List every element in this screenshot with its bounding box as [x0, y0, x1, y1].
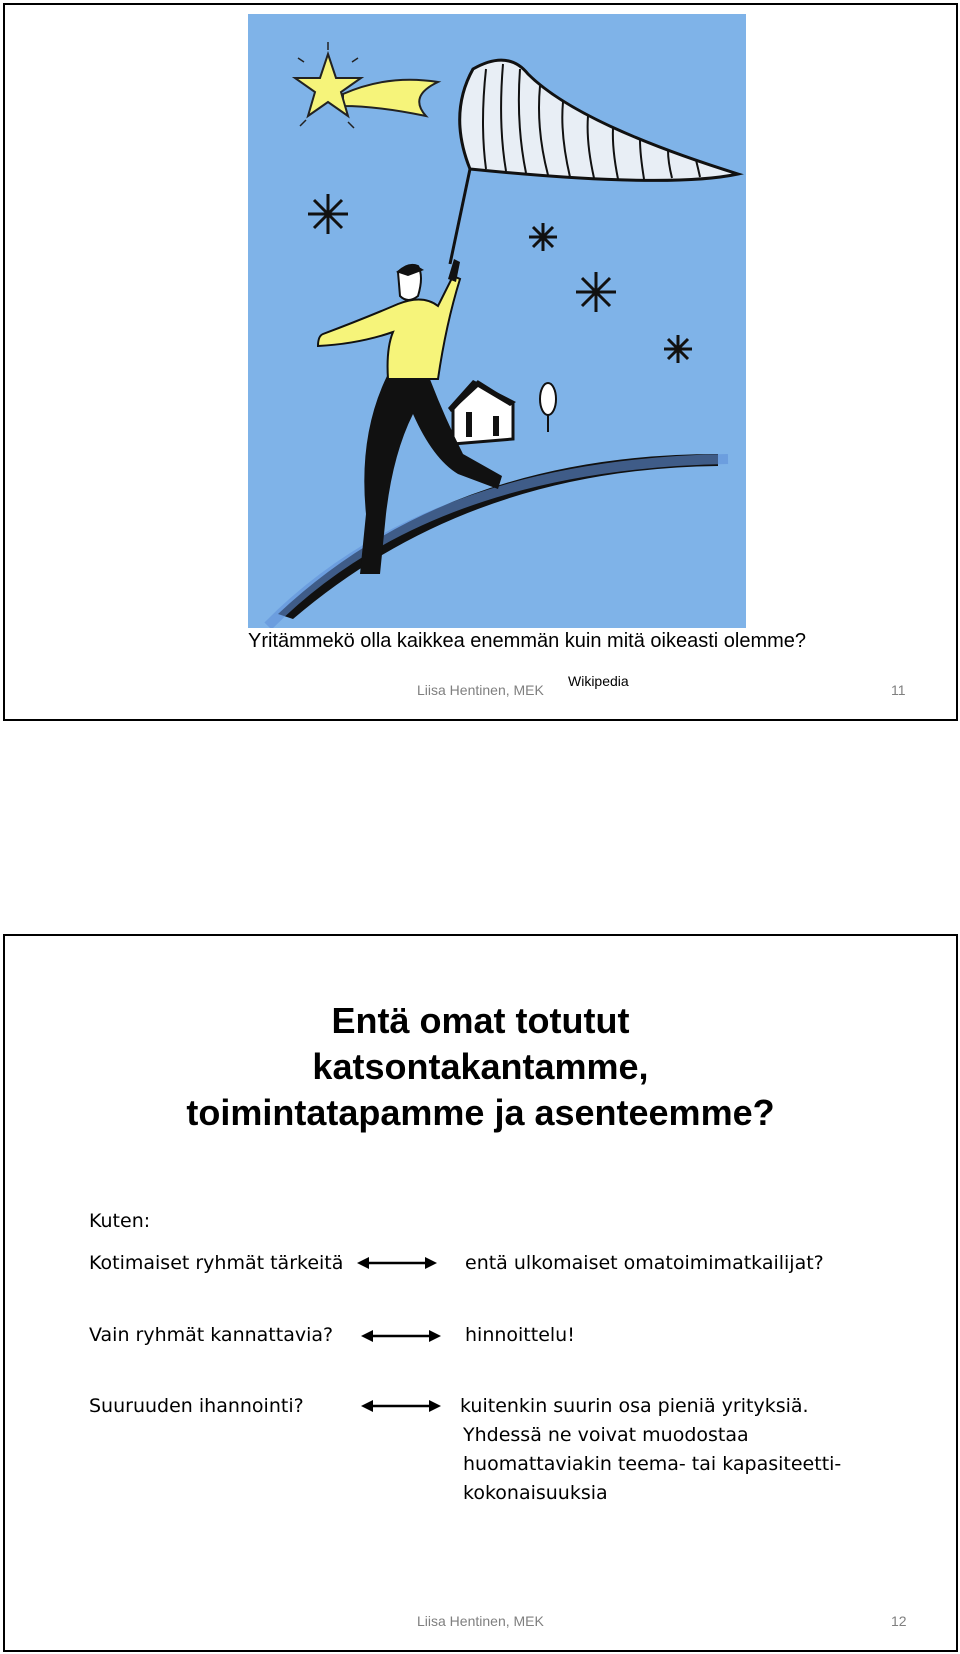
- title-line: Entä omat totutut: [331, 1000, 630, 1041]
- title-line: toimintatapamme ja asenteemme?: [186, 1092, 775, 1133]
- comparison-right: huomattaviakin teema- tai kapasiteetti-: [463, 1453, 842, 1475]
- footer-author: Liisa Hentinen, MEK: [417, 682, 544, 698]
- slide-12: [3, 934, 958, 1652]
- comparison-left: Suuruuden ihannointi?: [89, 1395, 304, 1417]
- double-arrow-icon: [357, 1253, 437, 1273]
- image-source-label: Wikipedia: [568, 673, 629, 689]
- comparison-left: Vain ryhmät kannattavia?: [89, 1324, 334, 1346]
- intro-label: Kuten:: [89, 1210, 151, 1232]
- page-number: 12: [891, 1613, 907, 1629]
- slide-11: [3, 3, 958, 721]
- footer-author: Liisa Hentinen, MEK: [417, 1613, 544, 1629]
- slide-title: [5, 998, 956, 1136]
- page-number: 11: [891, 682, 906, 698]
- comparison-right: hinnoittelu!: [465, 1324, 575, 1346]
- double-arrow-icon: [361, 1396, 441, 1416]
- comparison-right: kuitenkin suurin osa pieniä yrityksiä.: [460, 1395, 809, 1417]
- comparison-left: Kotimaiset ryhmät tärkeitä: [89, 1252, 344, 1274]
- comparison-right: Yhdessä ne voivat muodostaa: [463, 1424, 749, 1446]
- star-catcher-illustration: [248, 14, 746, 628]
- title-line: katsontakantamme,: [312, 1046, 649, 1087]
- double-arrow-icon: [361, 1326, 441, 1346]
- comparison-right: kokonaisuuksia: [463, 1482, 608, 1504]
- comparison-right: entä ulkomaiset omatoimimatkailijat?: [465, 1252, 824, 1274]
- slide-caption: Yritämmekö olla kaikkea enemmän kuin mitä oikeasti olemme?: [248, 630, 807, 652]
